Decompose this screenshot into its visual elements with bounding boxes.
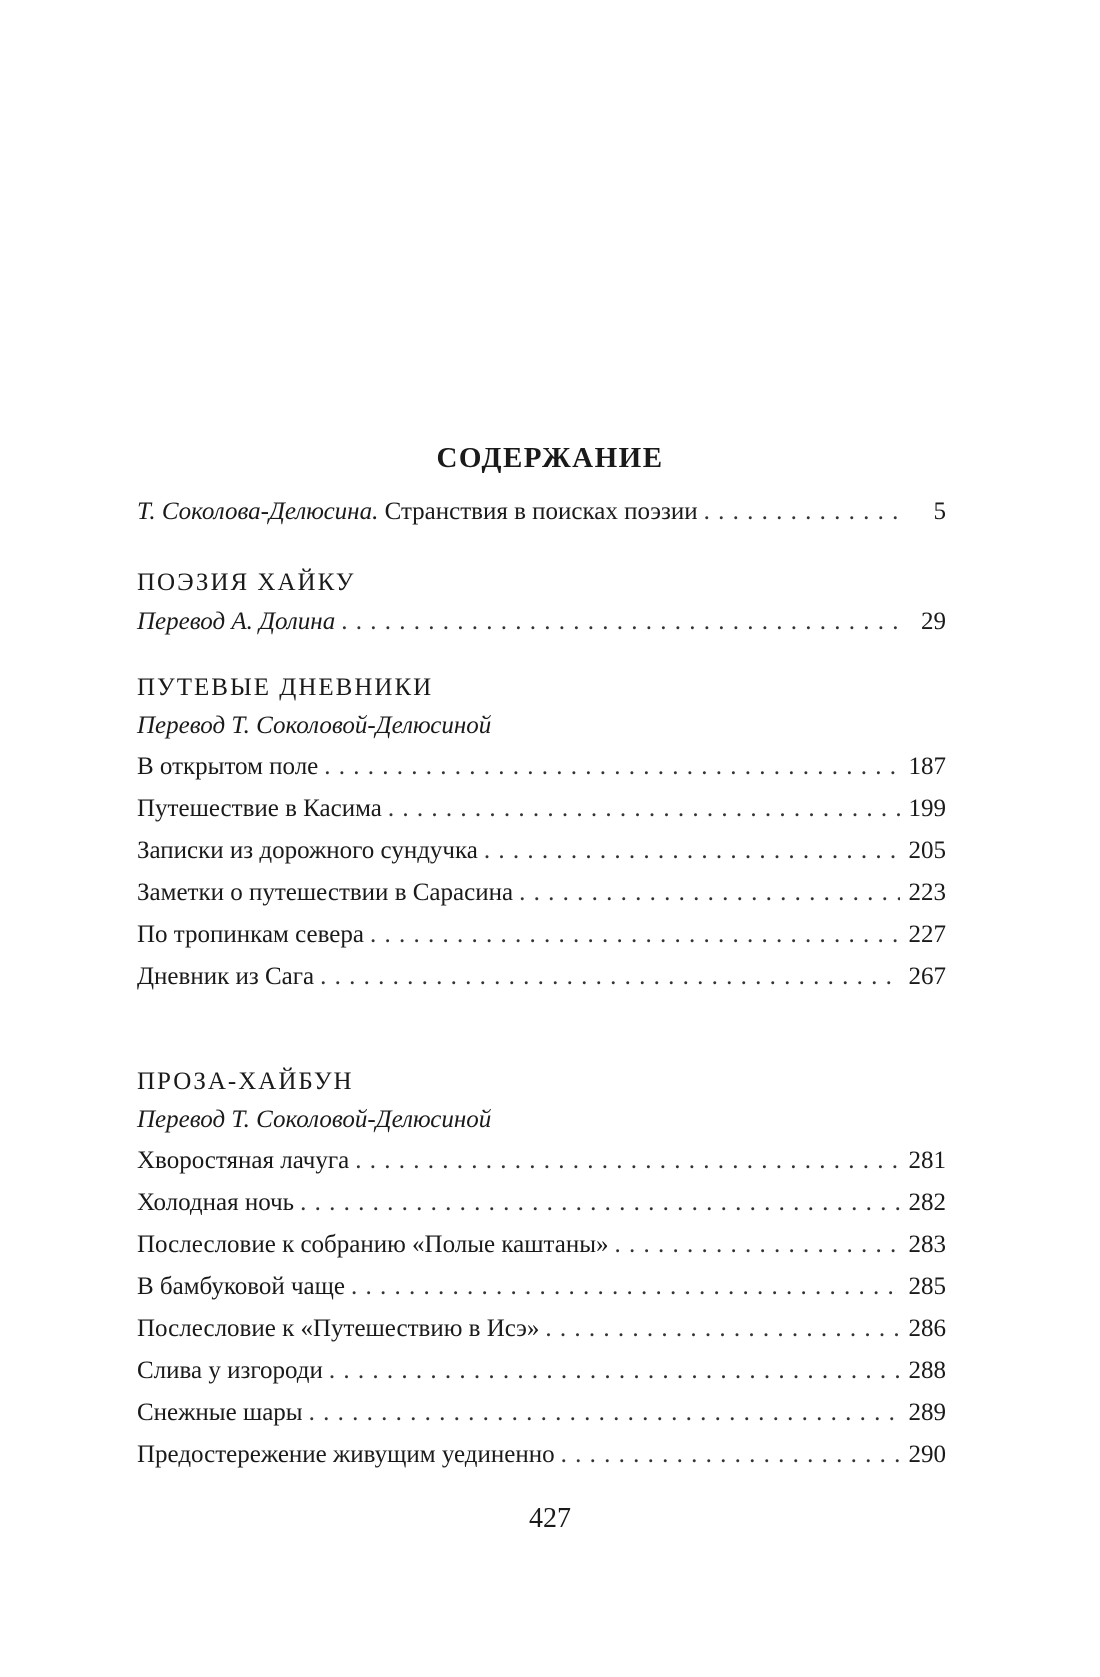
toc-entry: [137, 1392, 946, 1434]
toc-entry-page: 227: [908, 921, 946, 948]
dot-leader: [545, 1308, 900, 1350]
toc-entry-label: Послесловие к «Путешествию в Исэ»: [137, 1315, 540, 1342]
section-heading: ПУТЕВЫЕ ДНЕВНИКИ: [137, 674, 434, 701]
dot-leader: [300, 1182, 900, 1224]
toc-entry: [137, 1308, 946, 1350]
toc-entry-page: 290: [908, 1441, 946, 1468]
section-translator: Перевод Т. Соколовой-Делюсиной: [137, 712, 492, 739]
toc-section-diaries: [137, 670, 946, 998]
dot-leader: [704, 491, 900, 533]
toc-entry-label: Хворостяная лачуга: [137, 1147, 350, 1174]
toc-entry-page: 288: [908, 1357, 946, 1384]
toc-entry: [137, 1224, 946, 1266]
toc-entry: [137, 1182, 946, 1224]
toc-entry-label: Дневник из Сага: [137, 963, 315, 990]
toc-section-haibun: [137, 1064, 946, 1476]
toc-entry: [137, 1350, 946, 1392]
toc-entry-page: 285: [908, 1273, 946, 1300]
dot-leader: [351, 1266, 900, 1308]
toc-entry: [137, 788, 946, 830]
toc-entry-page: 199: [908, 795, 946, 822]
toc-section-haiku: [137, 565, 946, 643]
dot-leader: [388, 788, 900, 830]
toc-entry-label: Послесловие к собранию «Полые каштаны»: [137, 1231, 609, 1258]
toc-entry-page: 289: [908, 1399, 946, 1426]
toc-entry-label: В бамбуковой чаще: [137, 1273, 345, 1300]
toc-entry-label: Слива у изгороди: [137, 1357, 323, 1384]
toc-entry-page: 283: [908, 1231, 946, 1258]
section-translator: Перевод Т. Соколовой-Делюсиной: [137, 1106, 492, 1133]
toc-intro: [137, 491, 946, 533]
toc-entry-page: 223: [908, 879, 946, 906]
toc-entry: [137, 746, 946, 788]
toc-entry: [137, 830, 946, 872]
toc-entry-page: 286: [908, 1315, 946, 1342]
toc-entry-page: 187: [908, 753, 946, 780]
dot-leader: [484, 830, 900, 872]
dot-leader: [309, 1392, 900, 1434]
toc-entry-label: Заметки о путешествии в Сарасина: [137, 879, 514, 906]
dot-leader: [320, 956, 900, 998]
toc-entry: [137, 491, 946, 533]
toc-entry-title: Странствия в поисках поэзии: [378, 498, 698, 525]
toc-entry-label: Записки из дорожного сундучка: [137, 837, 478, 864]
dot-leader: [561, 1434, 900, 1476]
toc-entry: [137, 914, 946, 956]
toc-entry-page: 5: [933, 498, 946, 525]
toc-entry-label: [137, 491, 698, 533]
dot-leader: [615, 1224, 900, 1266]
page-number: 427: [529, 1503, 571, 1534]
toc-entry-label: Предостережение живущим уединенно: [137, 1441, 555, 1468]
toc-entry-page: 281: [908, 1147, 946, 1174]
toc-entry-label: Перевод А. Долина: [137, 608, 336, 635]
toc-entry-page: 282: [908, 1189, 946, 1216]
toc-entry-author: Т. Соколова-Делюсина.: [137, 498, 379, 525]
dot-leader: [519, 872, 900, 914]
section-heading: ПОЭЗИЯ ХАЙКУ: [137, 569, 356, 596]
toc-entry: [137, 1140, 946, 1182]
toc-entry-page: 267: [908, 963, 946, 990]
dot-leader: [329, 1350, 900, 1392]
toc-entry-label: Снежные шары: [137, 1399, 303, 1426]
dot-leader: [370, 914, 900, 956]
toc-entry: [137, 956, 946, 998]
toc-entry-label: По тропинкам севера: [137, 921, 364, 948]
toc-entry: [137, 1434, 946, 1476]
section-heading: ПРОЗА-ХАЙБУН: [137, 1068, 354, 1095]
toc-entry-label: Путешествие в Касима: [137, 795, 382, 822]
toc-entry: [137, 872, 946, 914]
toc-entry-page: 29: [921, 608, 946, 635]
dot-leader: [355, 1140, 900, 1182]
toc-entry: [137, 1266, 946, 1308]
toc-entry-page: 205: [908, 837, 946, 864]
page-title: СОДЕРЖАНИЕ: [436, 442, 664, 474]
toc-entry-label: В открытом поле: [137, 753, 319, 780]
dot-leader: [324, 746, 900, 788]
toc-entry-label: Холодная ночь: [137, 1189, 295, 1216]
dot-leader: [341, 601, 900, 643]
toc-entry: [137, 601, 946, 643]
